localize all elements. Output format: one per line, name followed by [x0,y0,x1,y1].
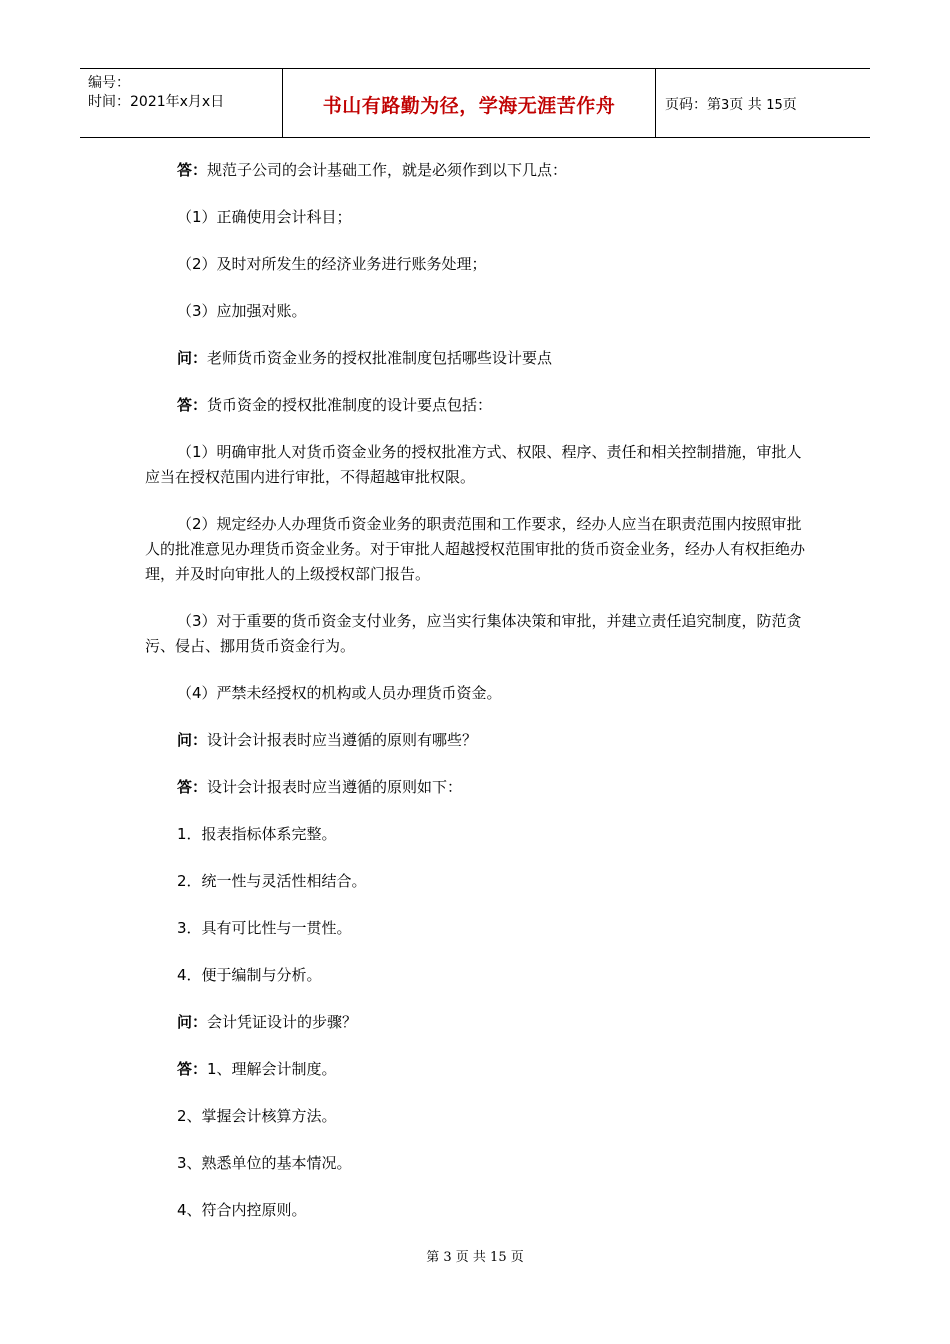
document-number-label: 编号： [88,75,130,91]
paragraph [145,1057,805,1082]
paragraph [145,1010,805,1035]
page-footer: 第 3 页 共 15 页 [426,1250,524,1265]
page-prefix: 页码：第 [665,97,721,113]
paragraph [145,728,805,753]
paragraph-text: （4）严禁未经授权的机构或人员办理货币资金。 [177,684,502,702]
qa-prefix: 答： [177,1060,208,1078]
paragraph-text: （3）对于重要的货币资金支付业务，应当实行集体决策和审批，并建立责任追究制度，防范贪污、侵占、挪用货币资金行为。 [145,612,802,655]
qa-prefix: 问： [177,731,208,749]
qa-prefix: 答： [177,161,208,179]
header-motto: 书山有路勤为径，学海无涯苦作舟 [322,95,616,117]
paragraph [145,1151,805,1176]
document-body [145,158,805,1245]
paragraph-text: （3）应加强对账。 [177,302,307,320]
paragraph [145,393,805,418]
qa-prefix: 问： [177,1013,208,1031]
paragraph [145,963,805,988]
paragraph-text: 4、符合内控原则。 [177,1201,307,1219]
paragraph-text: 设计会计报表时应当遵循的原则有哪些？ [207,731,478,749]
paragraph [145,1198,805,1223]
paragraph-text: 3、熟悉单位的基本情况。 [177,1154,352,1172]
page-header [80,68,870,138]
header-page-number [665,94,797,114]
paragraph [145,512,805,587]
paragraph [145,346,805,371]
page-total: 15 [766,98,783,113]
paragraph-text: 4．便于编制与分析。 [177,966,322,984]
paragraph [145,916,805,941]
paragraph-text: 会计凭证设计的步骤？ [207,1013,358,1031]
paragraph-text: 货币资金的授权批准制度的设计要点包括： [207,396,493,414]
qa-prefix: 答： [177,778,208,796]
paragraph-text: 2．统一性与灵活性相结合。 [177,872,367,890]
paragraph [145,440,805,490]
paragraph [145,158,805,183]
paragraph-text: （2）及时对所发生的经济业务进行账务处理； [177,255,487,273]
paragraph-text: 规范子公司的会计基础工作，就是必须作到以下几点： [207,161,568,179]
paragraph [145,205,805,230]
page-suffix: 页 [782,97,797,113]
paragraph-text: （2）规定经办人办理货币资金业务的职责范围和工作要求，经办人应当在职责范围内按照审批人的批准意见办理货币资金业务。对于审批人超越授权范围审批的货币资金业务，经办人有权拒绝办理，并及时向审批人的上级授权部门报告。 [145,515,806,583]
qa-prefix: 问： [177,349,208,367]
paragraph [145,252,805,277]
paragraph-text: 1、理解会计制度。 [207,1060,337,1078]
paragraph-text: （1）明确审批人对货币资金业务的授权批准方式、权限、程序、责任和相关控制措施，审批人应当在授权范围内进行审批，不得超越审批权限。 [145,443,802,486]
document-time-label: 时间：2021年x月x日 [88,94,225,110]
header-motto-cell [282,69,656,137]
paragraph [145,869,805,894]
paragraph-text: 2、掌握会计核算方法。 [177,1107,337,1125]
paragraph-text: 3．具有可比性与一贯性。 [177,919,352,937]
paragraph [145,775,805,800]
paragraph [145,609,805,659]
header-page-cell [655,69,870,137]
paragraph-text: 设计会计报表时应当遵循的原则如下： [207,778,463,796]
paragraph [145,299,805,324]
qa-prefix: 答： [177,396,208,414]
paragraph [145,822,805,847]
paragraph [145,1104,805,1129]
page-mid: 页 共 [729,97,762,113]
paragraph-text: 老师货币资金业务的授权批准制度包括哪些设计要点 [207,349,553,367]
paragraph-text: 1．报表指标体系完整。 [177,825,337,843]
header-info-cell [80,69,282,137]
page-current: 3 [721,98,730,113]
paragraph [145,681,805,706]
paragraph-text: （1）正确使用会计科目； [177,208,352,226]
